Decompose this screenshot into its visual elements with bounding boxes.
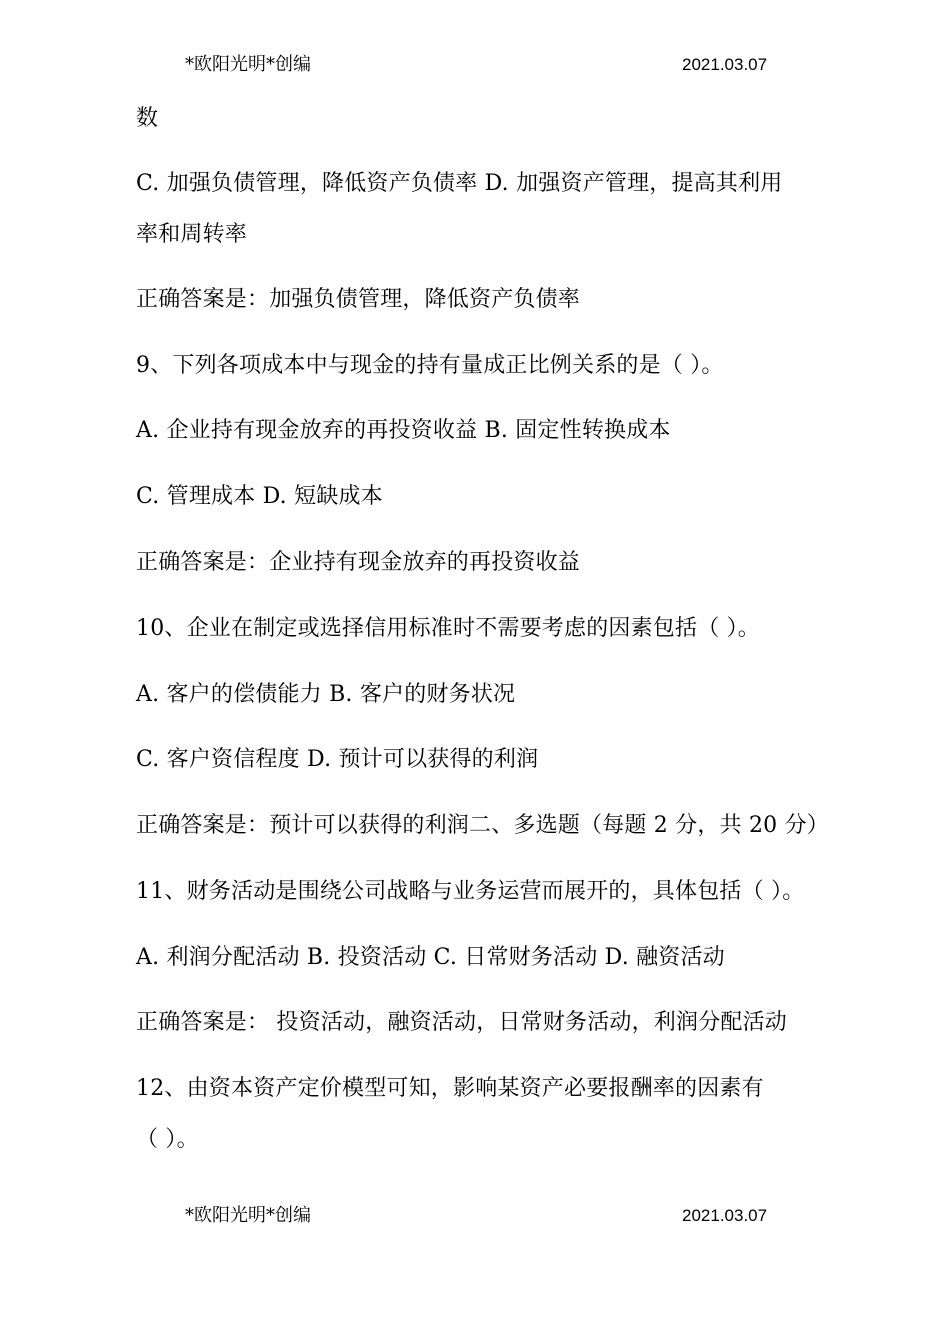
option-line: C. 加强负债管理，降低资产负债率 D. 加强资产管理，提高其利用 [136, 171, 783, 196]
text-line: （ ）。 [136, 1127, 199, 1152]
page-footer-author: *欧阳光明*创编 [185, 1205, 311, 1226]
question-10: 10、企业在制定或选择信用标准时不需要考虑的因素包括（ ）。 [136, 616, 760, 641]
page-header-author: *欧阳光明*创编 [185, 54, 311, 75]
text-line: 率和周转率 [136, 222, 248, 247]
question-9: 9、下列各项成本中与现金的持有量成正比例关系的是（ ）。 [136, 353, 724, 378]
option-line: A. 客户的偿债能力 B. 客户的财务状况 [136, 682, 516, 707]
option-line: A. 企业持有现金放弃的再投资收益 B. 固定性转换成本 [136, 418, 671, 443]
answer-line: 正确答案是：预计可以获得的利润二、多选题（每题 2 分，共 20 分） [136, 813, 829, 838]
answer-line: 正确答案是： 投资活动，融资活动，日常财务活动，利润分配活动 [136, 1010, 787, 1035]
page-footer-date: 2021.03.07 [682, 1206, 768, 1225]
question-12: 12、由资本资产定价模型可知，影响某资产必要报酬率的因素有 [136, 1076, 764, 1101]
option-line: C. 客户资信程度 D. 预计可以获得的利润 [136, 747, 539, 772]
answer-line: 正确答案是：企业持有现金放弃的再投资收益 [136, 550, 581, 575]
answer-line: 正确答案是：加强负债管理，降低资产负债率 [136, 287, 581, 312]
text-line: 数 [136, 106, 159, 131]
option-line: A. 利润分配活动 B. 投资活动 C. 日常财务活动 D. 融资活动 [136, 945, 725, 970]
question-11: 11、财务活动是围绕公司战略与业务运营而展开的，具体包括（ ）。 [136, 879, 805, 904]
option-line: C. 管理成本 D. 短缺成本 [136, 484, 383, 509]
page-header-date: 2021.03.07 [682, 55, 768, 74]
